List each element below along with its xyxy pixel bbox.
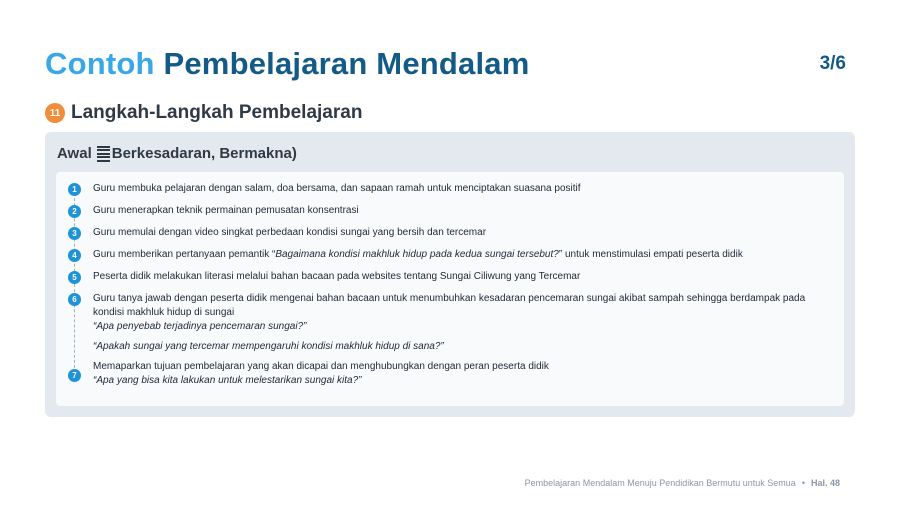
page-title-main: Pembelajaran Mendalam — [163, 46, 530, 81]
step-text — [93, 248, 823, 262]
footer-separator: • — [801, 478, 805, 488]
section-header — [45, 102, 362, 124]
step-number-badge: 6 — [68, 293, 81, 306]
panel-title-suffix: Berkesadaran, Bermakna) — [111, 145, 297, 162]
slide-counter: 3/6 — [819, 53, 846, 74]
step-number-badge: 2 — [68, 205, 81, 218]
step-text-after: ” untuk menstimulasi empati peserta didik — [558, 249, 743, 260]
step-item — [68, 270, 828, 284]
page-title — [45, 46, 530, 82]
panel-title — [57, 145, 297, 162]
list-lines-icon — [97, 146, 110, 162]
step-number-badge: 5 — [68, 271, 81, 284]
step-item — [68, 248, 828, 262]
step-text: Peserta didik melakukan literasi melalui bahan bacaan pada websites tentang Sungai Ciliwung yang Tercemar — [93, 271, 581, 282]
step-item — [68, 204, 828, 218]
steps-card — [56, 172, 844, 406]
step-number-badge: 7 — [68, 369, 81, 382]
guiding-question: “Apa penyebab terjadinya pencemaran sungai?” — [93, 321, 307, 332]
step-item — [68, 292, 828, 320]
steps-list — [56, 172, 844, 406]
page-title-accent: Contoh — [45, 46, 155, 81]
step-text: Guru tanya jawab dengan peserta didik mengenai bahan bacaan untuk menumbuhkan kesadaran pencemaran sungai akibat sampah sehingga berdampak pada kondisi makhluk hidup di sungai — [93, 293, 806, 318]
guiding-question: “Apakah sungai yang tercemar mempengaruhi kondisi makhluk hidup di sana?” — [93, 341, 444, 352]
section-title: Langkah-Langkah Pembelajaran — [71, 102, 363, 123]
steps-panel — [45, 132, 855, 417]
step-text: Memaparkan tujuan pembelajaran yang akan dicapai dan menghubungkan dengan peran peserta didik — [93, 361, 549, 372]
panel-title-prefix: Awal — [57, 145, 92, 162]
footer — [525, 478, 840, 488]
step-number-badge: 3 — [68, 227, 81, 240]
footer-text: Pembelajaran Mendalam Menuju Pendidikan Bermutu untuk Semua — [524, 478, 796, 488]
page-number: Hal. 48 — [810, 478, 840, 488]
step-number-badge: 1 — [68, 183, 81, 196]
step-text-before: Guru memberikan pertanyaan pemantik “ — [93, 249, 276, 260]
step-item — [68, 182, 828, 196]
step-item — [68, 226, 828, 240]
step-number-badge: 4 — [68, 249, 81, 262]
step-text: Guru memulai dengan video singkat perbedaan kondisi sungai yang bersih dan tercemar — [93, 227, 487, 238]
step-text-question: Bagaimana kondisi makhluk hidup pada kedua sungai tersebut? — [275, 249, 559, 260]
section-number-badge: 11 — [45, 103, 65, 123]
guiding-question: “Apa yang bisa kita lakukan untuk melestarikan sungai kita?” — [93, 375, 362, 386]
step-text: Guru membuka pelajaran dengan salam, doa bersama, dan sapaan ramah untuk menciptakan suasana positif — [93, 183, 581, 194]
step-text: Guru menerapkan teknik permainan pemusatan konsentrasi — [93, 205, 359, 216]
